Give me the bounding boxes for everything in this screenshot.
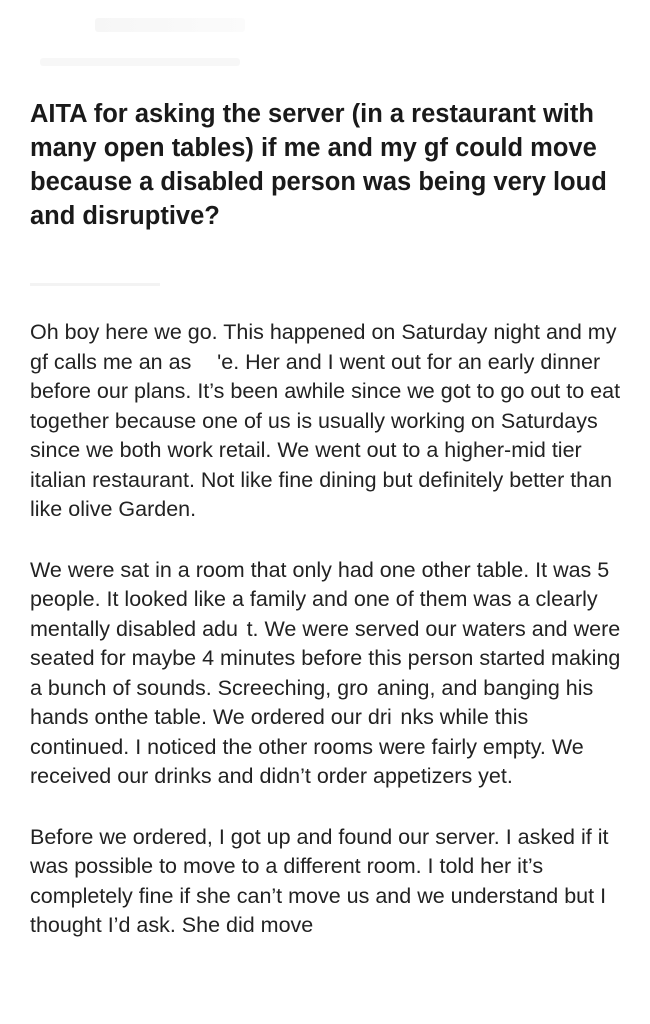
post-title: AITA for asking the server (in a restaurant with many open tables) if me and my gf could move because a disabled person was being very loud and disruptive?	[30, 100, 607, 230]
post-paragraph-1: Oh boy here we go. This happened on Saturday night and my gf calls me an as 'e. Her and I went out for an early dinner before our plans. It’s been awhile since we got to go out to eat together because one of us is usually working on Saturdays since we both work retail. We went out to a higher-mid tier italian restaurant. Not like fine dining but definitely better than like olive Garden.	[30, 320, 621, 521]
faded-header-remnant	[95, 18, 245, 32]
faded-divider	[30, 283, 160, 286]
post-paragraph-3: Before we ordered, I got up and found our server. I asked if it was possible to move to a different room. I told her it’s completely fine if she can’t move us and we understand but I thought I’d ask. She did move	[30, 824, 609, 937]
post-paragraph-2: We were sat in a room that only had one other table. It was 5 people. It looked like a family and one of them was a clearly mentally disabled adu t. We were served our waters and were seated for maybe 4 minutes before this person started making a bunch of sounds. Screeching, gro aning, and banging his hands onthe table. We ordered our dri nks while this continued. I noticed the other rooms were fairly empty. We received our drinks and didn’t order appetizers yet.	[30, 557, 621, 788]
post-body	[30, 318, 630, 972]
faded-header-remnant-2	[40, 58, 240, 66]
